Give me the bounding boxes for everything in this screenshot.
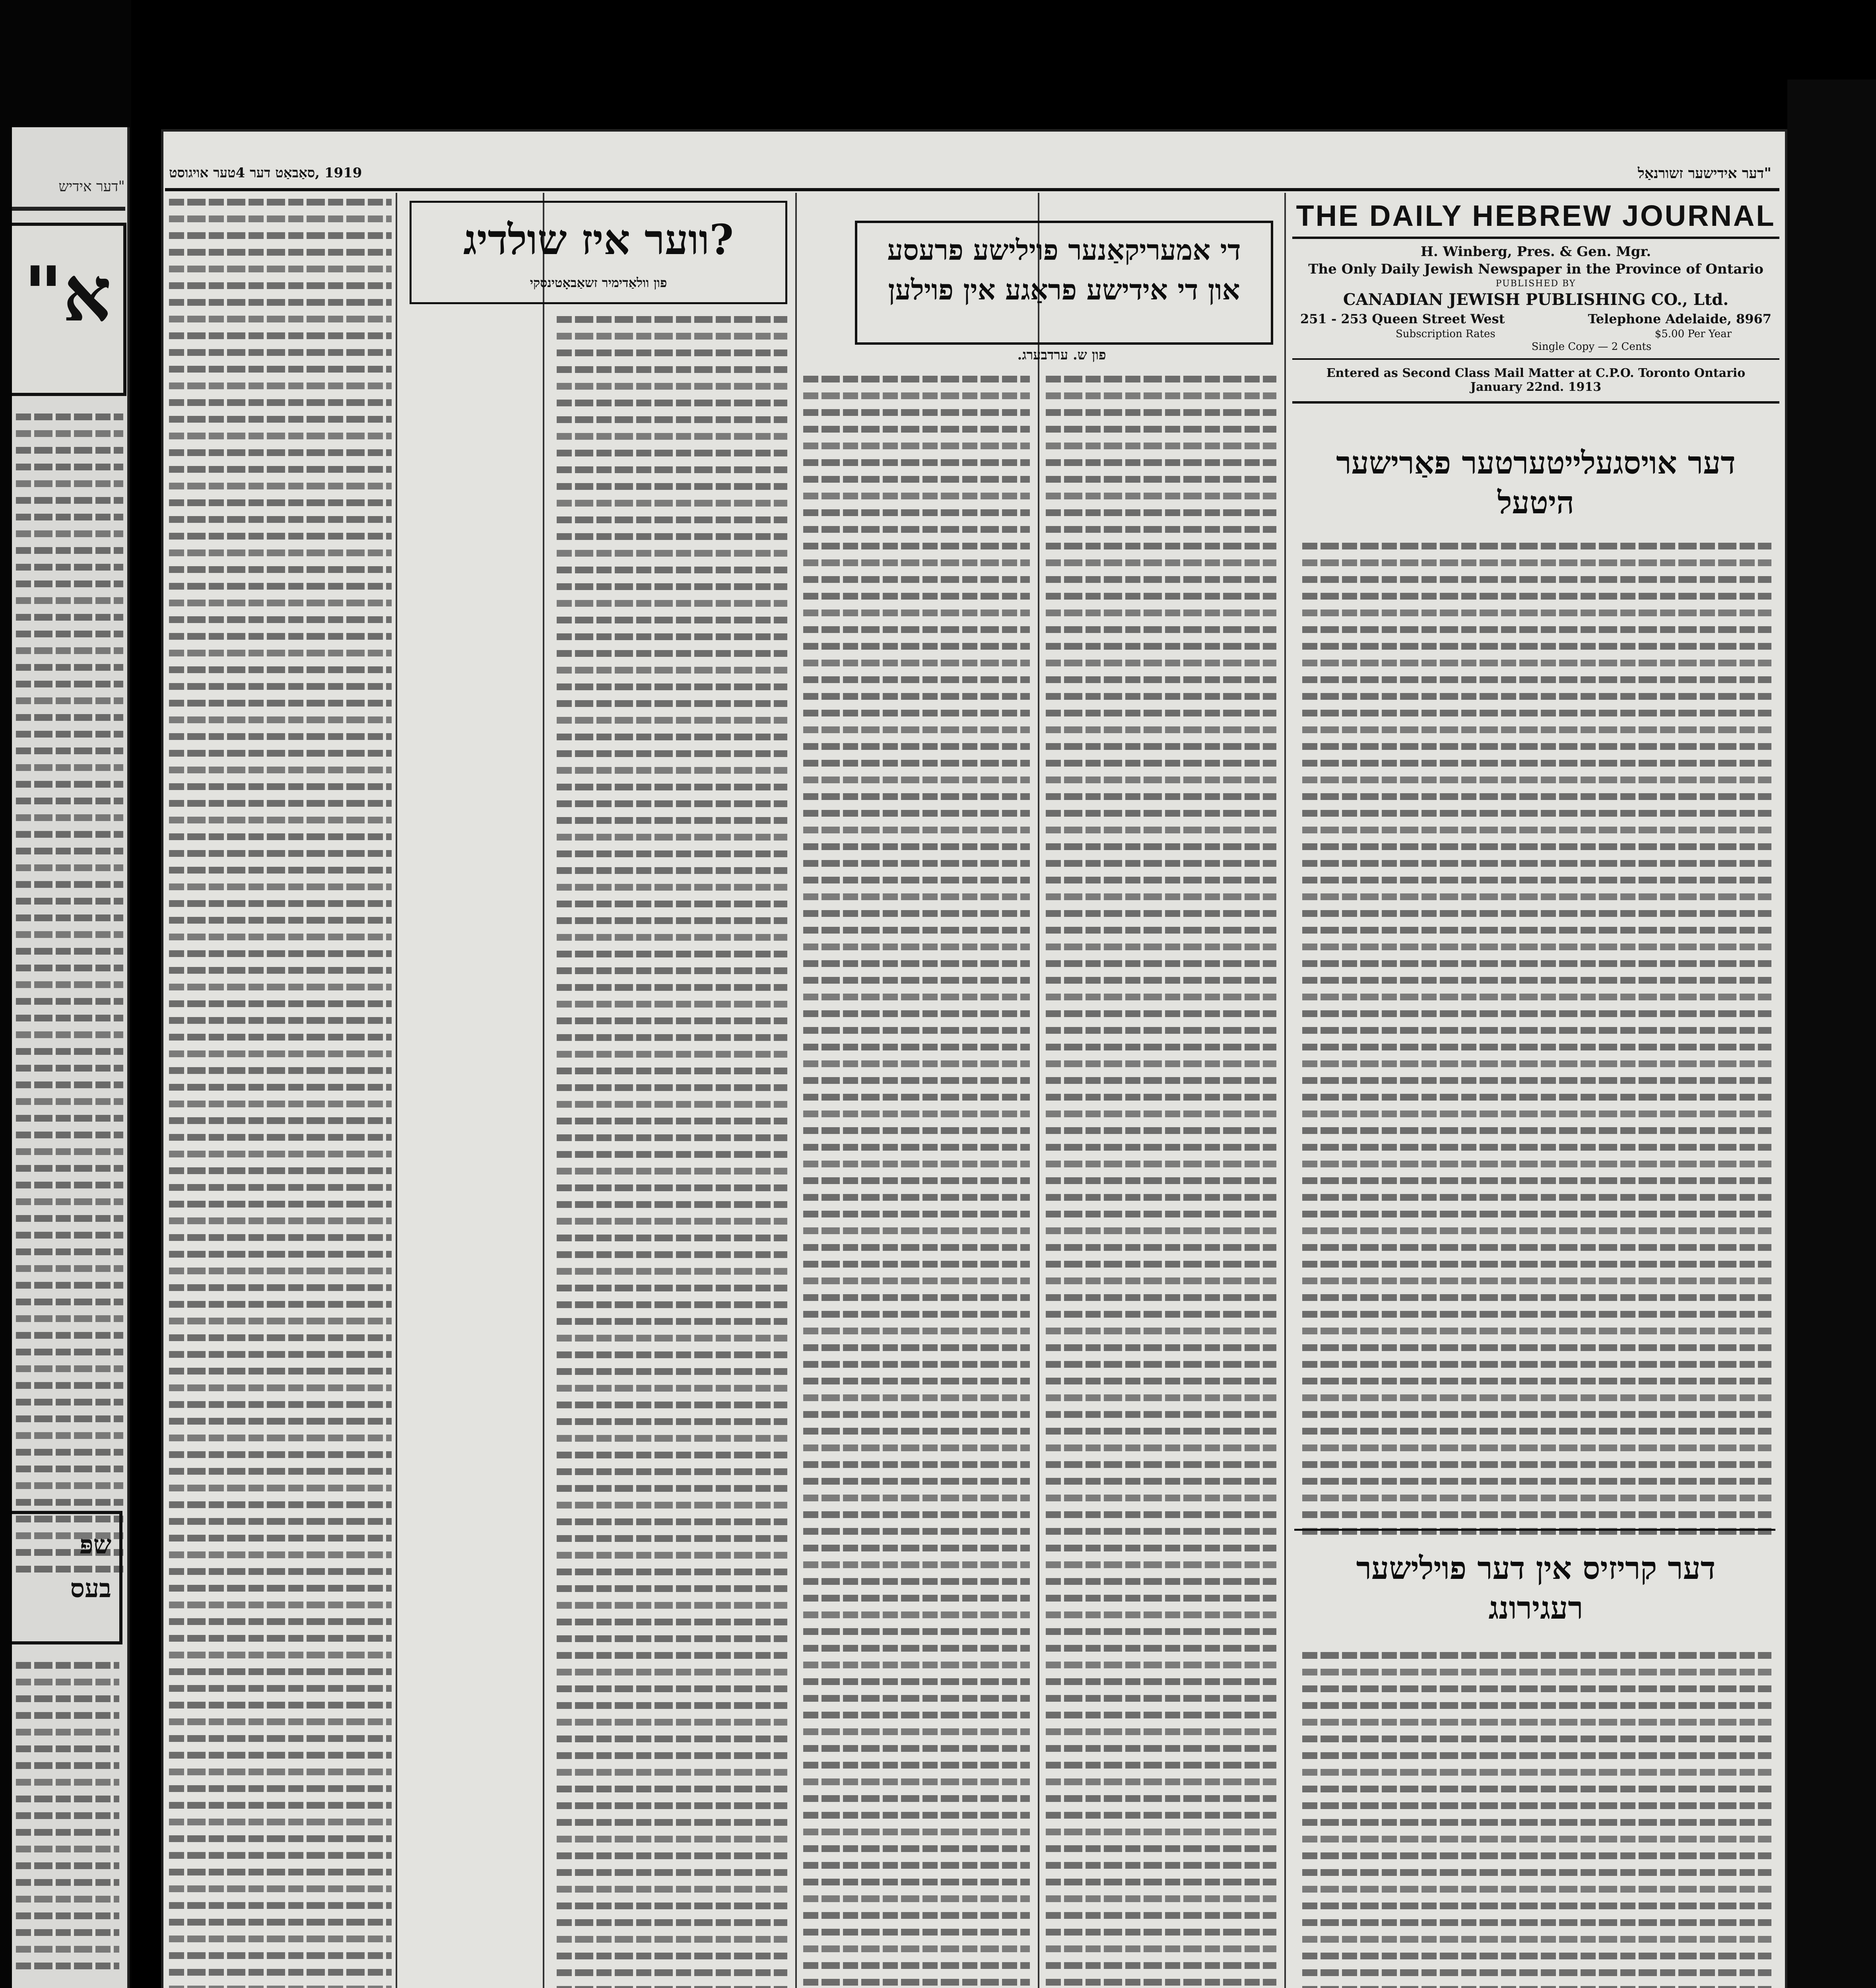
adjacent-page-header: "דער אידיש: [58, 179, 125, 195]
masthead-contact-row: [1292, 311, 1779, 326]
masthead-company: CANADIAN JEWISH PUBLISHING CO., Ltd.: [1343, 290, 1729, 309]
masthead-bottom-rule: [1292, 401, 1779, 404]
section-rule: [1294, 1529, 1775, 1531]
column-divider: [543, 193, 544, 1988]
adjacent-page-strip: [12, 127, 130, 1988]
masthead-rule-2: [1292, 358, 1779, 360]
guilt-article-body-right: [557, 316, 787, 1988]
crisis-article-body: [1302, 1652, 1771, 1988]
adjacent-column-text: [16, 414, 123, 1578]
masthead-entered-date: January 22nd. 1913: [1470, 380, 1602, 394]
guilt-byline: פון וולאַדימיר זשאַבאָטינסקי: [530, 275, 667, 290]
adjacent-big-letter: "א: [23, 250, 111, 338]
adjacent-ad-box: [12, 223, 126, 396]
masthead-address: 251 - 253 Queen Street West: [1300, 311, 1505, 326]
masthead-published-by: PUBLISHED BY: [1495, 279, 1576, 289]
column-divider: [795, 193, 797, 1988]
masthead-entered: Entered as Second Class Mail Matter at C.P.O. Toronto Ontario: [1326, 366, 1746, 380]
scan-right-margin: [1787, 80, 1876, 1988]
masthead-rule: [1292, 237, 1779, 239]
column-divider: [1284, 193, 1286, 1988]
press-article-body-left: [803, 376, 1030, 1988]
column-divider: [396, 193, 397, 1988]
hotel-headline: דער אויסגעלייטערטער פאַרישער היטעל: [1336, 445, 1736, 521]
page-date-header: 1919 ,סאַבאַט דער 4טער אויגוסט: [169, 165, 362, 181]
masthead-single-copy: Single Copy — 2 Cents: [1531, 341, 1652, 353]
masthead-telephone: Telephone Adelaide, 8967: [1588, 311, 1771, 326]
masthead-subscription-price: $5.00 Per Year: [1655, 328, 1732, 340]
press-headline-box: [855, 221, 1273, 345]
crisis-headline: דער קריזיס אין דער פוילישער רעגירונג: [1356, 1550, 1716, 1626]
press-headline: די אמעריקאַנער פוילישע פרעסע און די אידישע פראַגע אין פוילען: [887, 233, 1241, 306]
left-column-body: [169, 199, 392, 1988]
newspaper-page: [161, 129, 1787, 1988]
adjacent-column-text-2: [16, 1662, 119, 1980]
masthead-title: THE DAILY HEBREW JOURNAL: [1296, 199, 1776, 232]
adjacent-ad-box-2: שפּ בעס: [12, 1511, 122, 1644]
press-byline: פון ש. ערדבערג.: [1017, 347, 1106, 363]
masthead-tagline: The Only Daily Jewish Newspaper in the Province of Ontario: [1308, 261, 1763, 277]
column-divider: [1038, 193, 1039, 1988]
page-paper-name-header: "דער אידישער זשורנאַל: [1637, 165, 1771, 182]
guilt-headline: ?ווער איז שולדיג: [463, 215, 734, 264]
masthead-subscription-label: Subscription Rates: [1396, 328, 1495, 340]
masthead-publisher: H. Winberg, Pres. & Gen. Mgr.: [1420, 244, 1651, 260]
header-rule: [165, 188, 1779, 191]
masthead-subscription-row: [1292, 328, 1779, 340]
adjacent-header-rule: [12, 207, 125, 211]
press-article-body-right: [1046, 376, 1276, 1988]
hotel-article-body: [1302, 543, 1771, 1537]
